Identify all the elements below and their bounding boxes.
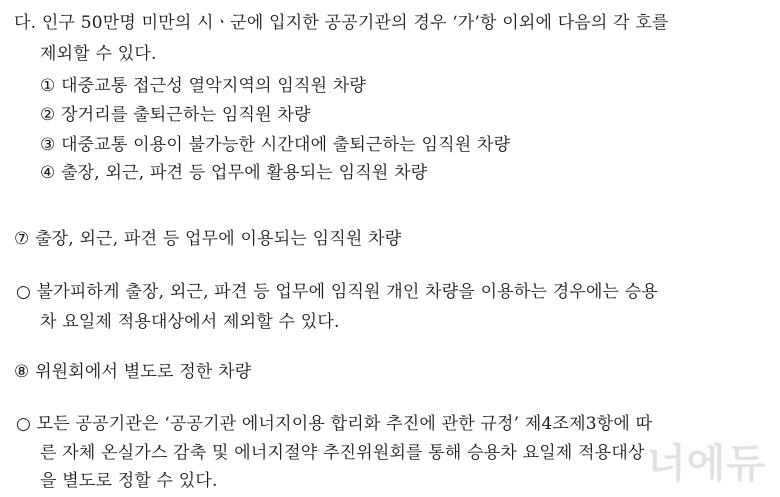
item-7-text: 출장, 외근, 파견 등 업무에 이용되는 임직원 차량 (35, 229, 402, 249)
circled-number-1: ① (40, 76, 56, 96)
bullet-8-line3 (40, 470, 218, 492)
item-8 (14, 361, 251, 383)
list-item-2-text: 장거리를 출퇴근하는 임직원 차량 (61, 105, 311, 125)
section-da-line1 (14, 12, 669, 34)
bullet-7-text-2: 차 요일제 적용대상에서 제외할 수 있다. (40, 312, 340, 332)
circled-number-4: ④ (40, 163, 56, 183)
section-da-text-1: 인구 50만명 미만의 시ㆍ군에 입지한 공공기관의 경우 ‘가’항 이외에 다음의 각 호를 (41, 13, 669, 33)
item-7 (14, 228, 401, 250)
watermark-logo: 너에듀 (647, 441, 766, 487)
circled-number-3: ③ (40, 135, 56, 155)
hollow-circle-bullet-icon: ○ (16, 414, 32, 434)
bullet-8-text-1: 모든 공공기관은 ‘공공기관 에너지이용 합리화 추진에 관한 규정’ 제4조제3항에 따 (36, 414, 653, 434)
list-item-4 (40, 162, 427, 184)
bullet-7-line1 (16, 281, 658, 303)
bullet-7-text-1: 불가피하게 출장, 외근, 파견 등 업무에 임직원 개인 차량을 이용하는 경우에는 승용 (36, 282, 659, 302)
bullet-8-text-2: 른 자체 온실가스 감축 및 에너지절약 추진위원회를 통해 승용차 요일제 적용대상 (40, 443, 645, 463)
list-item-2 (40, 104, 311, 126)
bullet-8-text-3: 을 별도로 정할 수 있다. (40, 471, 218, 491)
bullet-8-line1 (16, 413, 652, 435)
circled-number-2: ② (40, 105, 56, 125)
list-item-1-text: 대중교통 접근성 열악지역의 임직원 차량 (61, 76, 367, 96)
circled-number-8: ⑧ (14, 362, 30, 382)
section-da-text-2: 제외할 수 있다. (40, 44, 157, 64)
item-8-text: 위원회에서 별도로 정한 차량 (35, 362, 252, 382)
list-item-3-text: 대중교통 이용이 불가능한 시간대에 출퇴근하는 임직원 차량 (61, 135, 511, 155)
bullet-8-line2 (40, 442, 645, 464)
circled-number-7: ⑦ (14, 229, 30, 249)
hollow-circle-bullet-icon: ○ (16, 282, 32, 302)
list-item-3 (40, 134, 510, 156)
list-item-1 (40, 75, 366, 97)
section-da-marker: 다. (14, 13, 37, 33)
bullet-7-line2 (40, 311, 340, 333)
section-da-line2 (40, 43, 157, 65)
list-item-4-text: 출장, 외근, 파견 등 업무에 활용되는 임직원 차량 (61, 163, 428, 183)
